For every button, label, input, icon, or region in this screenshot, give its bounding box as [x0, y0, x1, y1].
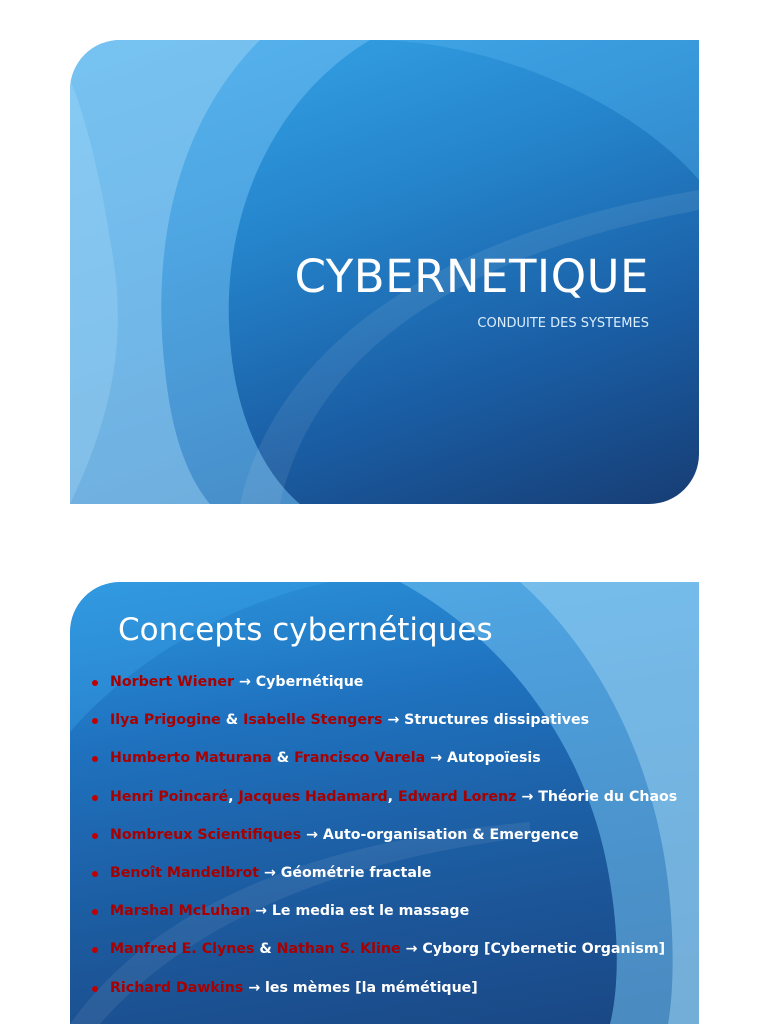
separator: &	[220, 712, 244, 729]
arrow-icon: →	[301, 826, 323, 843]
concepts-slide	[70, 582, 699, 1024]
arrow-icon: →	[400, 941, 423, 958]
person-name: Ilya Prigogine	[110, 712, 221, 729]
arrow-icon: →	[382, 712, 405, 729]
concept-label: Le media est le massage	[271, 903, 470, 920]
separator: &	[254, 941, 277, 958]
concept-label: les mèmes [la mémétique]	[265, 979, 478, 996]
person-name: Richard Dawkins	[110, 979, 244, 996]
person-name: Henri Poincaré	[110, 788, 229, 805]
slide-title: Concepts cybernétiques	[118, 612, 493, 648]
person-name: Nombreux Scientifiques	[110, 826, 302, 843]
list-item	[92, 674, 677, 712]
person-name: Humberto Maturana	[110, 750, 272, 767]
person-name: Nathan S. Kline	[276, 941, 401, 958]
bullet-icon	[92, 718, 98, 724]
list-item	[92, 903, 677, 941]
concepts-list	[92, 674, 677, 1018]
person-name: Isabelle Stengers	[243, 712, 383, 729]
arrow-icon: →	[258, 864, 281, 881]
arrow-icon: →	[243, 979, 266, 996]
list-item	[92, 980, 677, 1018]
bullet-icon	[92, 756, 98, 762]
list-item	[92, 941, 677, 979]
concept-label: Structures dissipatives	[404, 712, 590, 729]
concept-label: Auto-organisation & Emergence	[322, 826, 579, 843]
separator: ,	[387, 788, 399, 805]
bullet-icon	[92, 947, 98, 953]
concept-label: Théorie du Chaos	[538, 788, 678, 805]
bullet-icon	[92, 909, 98, 915]
slide-title: CYBERNETIQUE	[294, 250, 649, 303]
concept-label: Autopoïesis	[446, 750, 541, 767]
person-name: Edward Lorenz	[398, 788, 517, 805]
separator: ,	[228, 788, 239, 805]
title-slide	[70, 40, 699, 504]
list-item	[92, 712, 677, 750]
list-item	[92, 750, 677, 788]
person-name: Marshal McLuhan	[110, 903, 251, 920]
arrow-icon: →	[516, 788, 539, 805]
concept-label: Géométrie fractale	[280, 864, 432, 881]
bullet-icon	[92, 680, 98, 686]
arrow-icon: →	[250, 903, 272, 920]
arrow-icon: →	[425, 750, 447, 767]
list-item	[92, 865, 677, 903]
bullet-icon	[92, 871, 98, 877]
person-name: Francisco Varela	[294, 750, 426, 767]
bullet-icon	[92, 795, 98, 801]
person-name: Norbert Wiener	[110, 674, 234, 690]
bullet-icon	[92, 986, 98, 992]
separator: &	[271, 750, 295, 767]
person-name: Manfred E. Clynes	[110, 941, 255, 958]
bullet-icon	[92, 833, 98, 839]
list-item	[92, 827, 677, 865]
arrow-icon: →	[233, 674, 256, 690]
person-name: Benoît Mandelbrot	[110, 864, 259, 881]
concept-label: Cybernétique	[255, 674, 364, 690]
concept-label: Cyborg [Cybernetic Organism]	[422, 941, 666, 958]
list-item	[92, 789, 677, 827]
slide-subtitle: CONDUITE DES SYSTEMES	[477, 316, 649, 331]
person-name: Jacques Hadamard	[238, 788, 388, 805]
